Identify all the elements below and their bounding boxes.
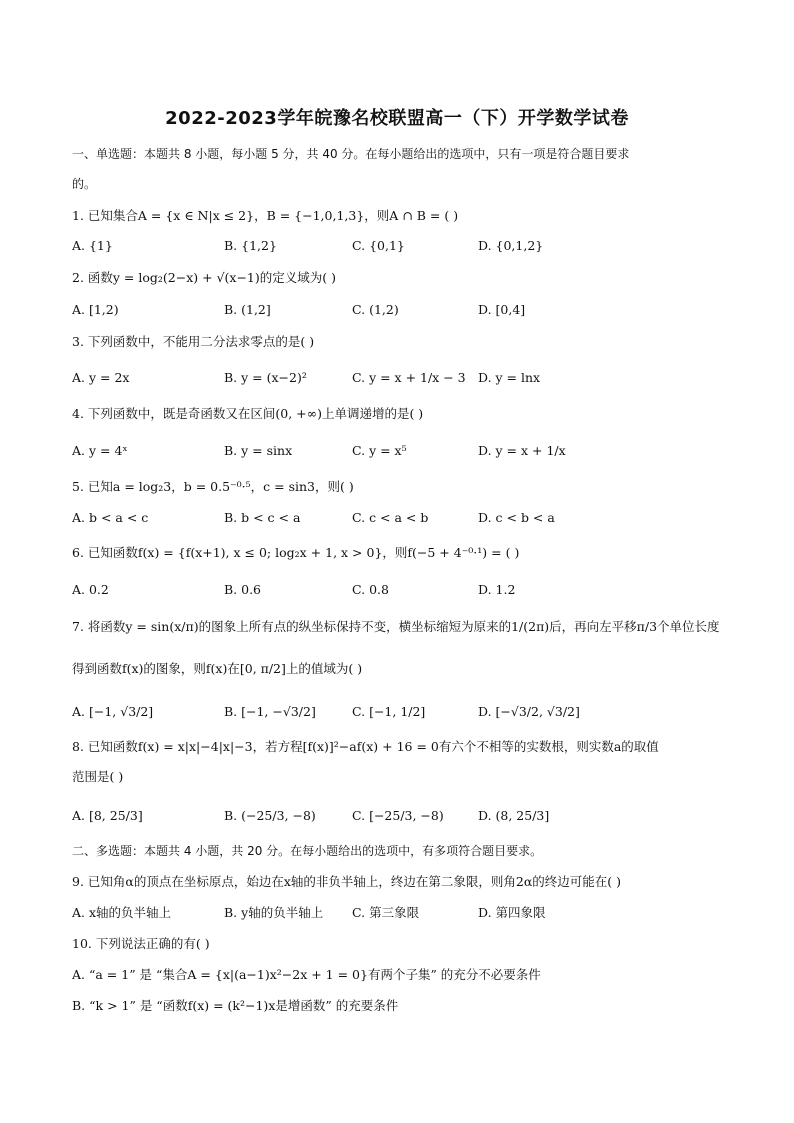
option-a: A. [1,2) <box>72 302 119 317</box>
question-6: 6. 已知函数f(x) = {f(x+1), x ≤ 0; log₂x + 1, x > 0}，则f(−5 + 4⁻⁰·¹) = ( ) <box>72 545 520 560</box>
option-b: B. y = (x−2)² <box>224 370 307 385</box>
option-d: D. 第四象限 <box>478 905 546 920</box>
option-d: D. [0,4] <box>478 302 526 317</box>
question-8: 8. 已知函数f(x) = x|x|−4|x|−3，若方程[f(x)]²−af(x) + 16 = 0有六个不相等的实数根，则实数a的取值 <box>72 739 659 754</box>
option-b: B. [−1, −√3/2] <box>224 704 316 719</box>
question-3: 3. 下列函数中，不能用二分法求零点的是( ) <box>72 334 315 349</box>
option-c: C. [−25/3, −8) <box>352 808 444 823</box>
option-d: D. (8, 25/3] <box>478 808 550 823</box>
question-8-cont: 范围是( ) <box>72 769 124 784</box>
option-b: B. {1,2} <box>224 238 277 253</box>
question-2: 2. 函数y = log₂(2−x) + √(x−1)的定义域为( ) <box>72 270 336 285</box>
option-a: A. 0.2 <box>72 582 109 597</box>
question-4: 4. 下列函数中，既是奇函数又在区间(0, +∞)上单调递增的是( ) <box>72 406 424 421</box>
option-d: D. {0,1,2} <box>478 238 544 253</box>
option-c: C. {0,1} <box>352 238 405 253</box>
option-c: C. 第三象限 <box>352 905 420 920</box>
section1-heading-cont: 的。 <box>72 177 97 191</box>
question-10: 10. 下列说法正确的有( ) <box>72 936 210 951</box>
option-c: C. (1,2) <box>352 302 399 317</box>
option-b: B. y轴的负半轴上 <box>224 905 324 920</box>
option-b: B. (1,2] <box>224 302 271 317</box>
section1-heading: 一、单选题：本题共 8 小题，每小题 5 分，共 40 分。在每小题给出的选项中，只有一项是符合题目要求 <box>72 147 630 161</box>
option-a: A. y = 2x <box>72 370 130 385</box>
question-7-cont: 得到函数f(x)的图象，则f(x)在[0, π/2]上的值域为( ) <box>72 661 363 676</box>
option-b: B. y = sinx <box>224 443 293 458</box>
option-b: B. (−25/3, −8) <box>224 808 316 823</box>
option-d: D. [−√3/2, √3/2] <box>478 704 580 719</box>
question-7: 7. 将函数y = sin(x/π)的图象上所有点的纵坐标保持不变，横坐标缩短为原来的1/(2π)后，再向左平移π/3个单位长度 <box>72 619 720 634</box>
option-d: D. y = x + 1/x <box>478 443 566 458</box>
option-c: C. y = x⁵ <box>352 443 407 458</box>
question-1: 1. 已知集合A = {x ∈ N|x ≤ 2}，B = {−1,0,1,3}，则A ∩ B = ( ) <box>72 208 459 223</box>
option-d: D. c < b < a <box>478 510 555 525</box>
option-a: A. b < a < c <box>72 510 149 525</box>
option-a: A. {1} <box>72 238 113 253</box>
question-10-option-a: A. “a = 1” 是 “集合A = {x|(a−1)x²−2x + 1 = 0}有两个子集” 的充分不必要条件 <box>72 967 541 982</box>
option-d: D. 1.2 <box>478 582 516 597</box>
option-c: C. c < a < b <box>352 510 429 525</box>
option-b: B. b < c < a <box>224 510 301 525</box>
question-5: 5. 已知a = log₂3，b = 0.5⁻⁰·⁵，c = sin3，则( ) <box>72 479 354 494</box>
option-c: C. 0.8 <box>352 582 389 597</box>
option-c: C. [−1, 1/2] <box>352 704 426 719</box>
question-10-option-b: B. “k > 1” 是 “函数f(x) = (k²−1)x是增函数” 的充要条件 <box>72 998 399 1013</box>
option-a: A. x轴的负半轴上 <box>72 905 172 920</box>
option-a: A. y = 4ˣ <box>72 443 128 458</box>
option-d: D. y = lnx <box>478 370 541 385</box>
exam-title: 2022-2023学年皖豫名校联盟高一（下）开学数学试卷 <box>165 108 629 129</box>
option-a: A. [8, 25/3] <box>72 808 143 823</box>
option-b: B. 0.6 <box>224 582 262 597</box>
question-9: 9. 已知角α的顶点在坐标原点，始边在x轴的非负半轴上，终边在第二象限，则角2α的终边可能在( ) <box>72 874 622 889</box>
option-a: A. [−1, √3/2] <box>72 704 154 719</box>
section2-heading: 二、多选题：本题共 4 小题，共 20 分。在每小题给出的选项中，有多项符合题目要求。 <box>72 844 543 858</box>
option-c: C. y = x + 1/x − 3 <box>352 370 466 385</box>
